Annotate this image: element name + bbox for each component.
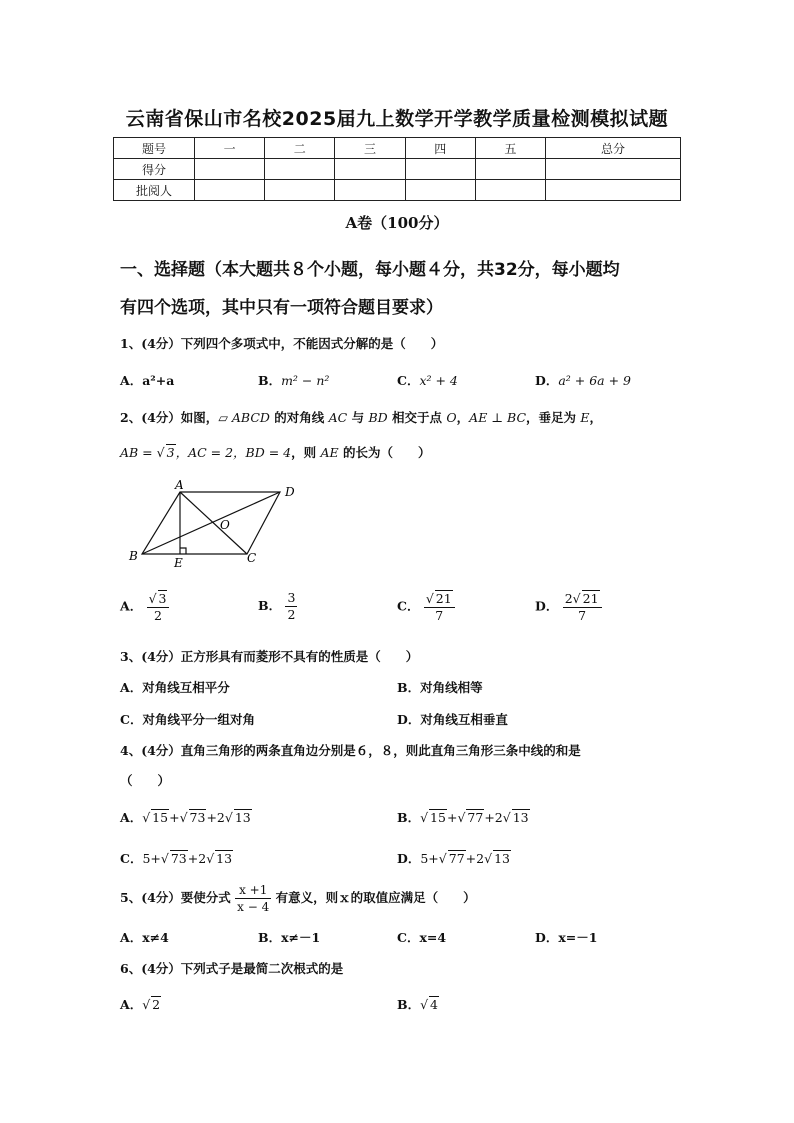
text: 相交于点 [387, 410, 447, 425]
radicand: 3 [166, 445, 175, 460]
table-row [114, 159, 681, 180]
sqrt-sign: √ [425, 591, 434, 606]
fraction [424, 590, 455, 624]
math: AE ⊥ BC [469, 410, 527, 425]
numerator [563, 590, 602, 608]
radicand: 4 [430, 997, 438, 1012]
question-2-stem [120, 408, 602, 426]
table-cell: 一 [195, 138, 265, 159]
q6-option-b[interactable] [397, 995, 439, 1013]
option-label: B． [397, 810, 421, 825]
radicand: 73 [189, 810, 206, 825]
q4-option-b[interactable] [397, 808, 530, 826]
q5-option-d[interactable]: D．x=－1 [535, 930, 598, 945]
radicand: 21 [582, 591, 599, 606]
plus: + [446, 810, 458, 825]
denominator: 2 [154, 608, 162, 623]
q3-option-d[interactable]: D．对角线互相垂直 [397, 712, 508, 727]
numerator [147, 590, 170, 608]
radicand: 73 [170, 851, 187, 866]
option-label: D． [535, 598, 559, 614]
sqrt-sign: √ [484, 851, 493, 866]
q1-option-c[interactable] [397, 371, 458, 389]
q4-option-c[interactable] [120, 849, 233, 867]
coefficient: 2 [476, 851, 485, 866]
question-4-stem: 4、(4分）直角三角形的两条直角边分别是６，８，则此直角三角形三条中线的和是 [120, 743, 581, 758]
math: E [580, 410, 590, 425]
score-cell[interactable] [475, 180, 545, 201]
plus: + [484, 810, 495, 825]
sqrt-sign: √ [148, 591, 157, 606]
fraction [235, 882, 271, 915]
option-label: B． [397, 997, 421, 1012]
table-cell: 总分 [546, 138, 681, 159]
score-cell[interactable] [265, 180, 335, 201]
q5-option-b[interactable]: B．x≠－1 [258, 930, 321, 945]
q4-option-a[interactable] [120, 808, 252, 826]
table-cell: 三 [335, 138, 405, 159]
sqrt-sign: √ [420, 810, 429, 825]
score-table [113, 137, 681, 201]
score-cell[interactable] [475, 159, 545, 180]
coefficient: 2 [198, 851, 207, 866]
option-label: C． [397, 373, 420, 388]
fraction [147, 590, 170, 624]
table-cell: 四 [405, 138, 475, 159]
parallelogram-figure [125, 478, 315, 570]
diagonal-ac [180, 492, 247, 554]
radicand: 13 [494, 851, 510, 866]
fraction [285, 590, 297, 623]
option-math: m² − n² [281, 373, 330, 388]
integer: 5 [142, 851, 151, 866]
math: AC [328, 410, 348, 425]
radicand: 13 [234, 810, 251, 825]
plus: + [169, 810, 180, 825]
radicand: 13 [216, 851, 233, 866]
sqrt-sign: √ [420, 997, 429, 1012]
q6-option-a[interactable] [120, 995, 161, 1013]
coefficient: 2 [564, 591, 573, 606]
score-cell[interactable] [335, 159, 405, 180]
math: AE [320, 445, 339, 460]
table-cell: 得分 [114, 159, 195, 180]
plus: + [187, 851, 199, 866]
sqrt-sign: √ [224, 810, 233, 825]
right-angle-mark [180, 548, 186, 554]
option-label: A． [120, 810, 143, 825]
math: BD [368, 410, 388, 425]
plus: + [465, 851, 477, 866]
text: ， [589, 410, 603, 425]
option-label: D． [397, 851, 421, 866]
question-5-stem [120, 882, 476, 915]
exam-title: 云南省保山市名校2025届九上数学开学教学质量检测模拟试题 [125, 108, 669, 130]
label-d: D [285, 485, 295, 499]
integer: 5 [420, 851, 429, 866]
q3-option-c[interactable]: C．对角线平分一组对角 [120, 712, 255, 727]
score-table-header-row [114, 138, 681, 159]
label-e: E [174, 556, 183, 570]
section-a-heading: A卷（100分） [345, 214, 449, 232]
sqrt-sign: √ [179, 810, 188, 825]
question-3-stem: 3、(4分）正方形具有而菱形不具有的性质是（ ） [120, 649, 419, 664]
score-cell[interactable] [195, 180, 265, 201]
numerator [424, 590, 455, 608]
sqrt-sign: √ [457, 810, 466, 825]
numerator: x +1 [235, 882, 271, 899]
sqrt-sign: √ [142, 997, 151, 1012]
radicand: 15 [152, 810, 169, 825]
numerator: 3 [287, 590, 296, 605]
table-cell: 批阅人 [114, 180, 195, 201]
diagonal-bd [142, 492, 280, 554]
option-label: C． [397, 598, 420, 614]
text: 的长为（ ） [338, 445, 431, 460]
sqrt-sign: √ [206, 851, 215, 866]
radicand: 77 [467, 810, 484, 825]
option-label: A． [120, 997, 143, 1012]
plus: + [150, 851, 161, 866]
option-label: D． [535, 373, 559, 388]
denominator: 7 [578, 608, 587, 623]
score-cell[interactable] [546, 180, 681, 201]
denominator: 7 [435, 608, 444, 623]
q1-option-d[interactable] [535, 371, 631, 389]
table-row [114, 180, 681, 201]
text: 5、(4分）要使分式 [120, 890, 231, 905]
score-cell[interactable] [335, 180, 405, 201]
option-label: A． [120, 598, 143, 614]
fraction [563, 590, 602, 624]
text: 有意义，则ｘ的取值应满足（ ） [275, 890, 476, 905]
math: AB = [120, 445, 157, 460]
score-cell[interactable] [195, 159, 265, 180]
score-cell[interactable] [546, 159, 681, 180]
sqrt-sign: √ [502, 810, 511, 825]
sqrt-sign: √ [160, 851, 169, 866]
table-cell: 题号 [114, 138, 195, 159]
q1-option-b[interactable] [258, 371, 329, 389]
math: ，AC = 2 [175, 445, 234, 460]
q3-option-b[interactable]: B．对角线相等 [397, 680, 483, 695]
radicand: 77 [448, 851, 465, 866]
math: O [446, 410, 457, 425]
sqrt-sign: √ [572, 591, 581, 606]
q4-option-d[interactable] [397, 849, 511, 867]
text: 2、(4分）如图， [120, 410, 219, 425]
q5-option-a[interactable]: A．x≠4 [120, 930, 169, 945]
score-cell[interactable] [405, 159, 475, 180]
option-label: B． [258, 373, 282, 388]
text: 与 [347, 410, 369, 425]
text: ， [456, 410, 470, 425]
part1-heading-line2: 有四个选项，其中只有一项符合题目要求） [120, 298, 443, 318]
option-label: C． [120, 851, 143, 866]
radicand: 2 [152, 997, 161, 1012]
label-c: C [247, 551, 257, 565]
radicand: 21 [435, 591, 452, 606]
sqrt-sign: √ [156, 445, 165, 460]
text: 的对角线 [269, 410, 329, 425]
table-cell: 二 [265, 138, 335, 159]
denominator: x − 4 [237, 900, 270, 914]
coefficient: 2 [494, 810, 503, 825]
table-cell: 五 [475, 138, 545, 159]
math: ▱ ABCD [218, 410, 270, 425]
option-label: B． [258, 598, 282, 613]
question-6-stem: 6、(4分）下列式子是最简二次根式的是 [120, 961, 344, 976]
coefficient: 2 [216, 810, 225, 825]
q2-option-c[interactable] [397, 590, 455, 624]
question-1-stem: 1、(4分）下列四个多项式中，不能因式分解的是（ ） [120, 336, 444, 351]
part1-heading-line1: 一、选择题（本大题共８个小题，每小题４分，共32分，每小题均 [120, 260, 620, 280]
radicand: 15 [430, 810, 446, 825]
label-o: O [220, 518, 230, 532]
radicand: 13 [512, 810, 529, 825]
sqrt-sign: √ [438, 851, 447, 866]
q3-option-a[interactable]: A．对角线互相平分 [120, 680, 230, 695]
score-cell[interactable] [405, 180, 475, 201]
option-math: x² + 4 [419, 373, 458, 388]
score-cell[interactable] [265, 159, 335, 180]
plus: + [206, 810, 217, 825]
label-a: A [175, 478, 184, 492]
math: ，BD = 4 [233, 445, 292, 460]
label-b: B [129, 549, 138, 563]
radicand: 3 [158, 591, 167, 606]
q2-option-d[interactable] [535, 590, 602, 624]
text: ，垂足为 [526, 410, 581, 425]
text: ，则 [291, 445, 321, 460]
plus: + [428, 851, 439, 866]
q2-option-a[interactable] [120, 590, 169, 624]
sqrt-sign: √ [142, 810, 151, 825]
denominator: 2 [287, 607, 296, 622]
option-math: a² + 6a + 9 [558, 373, 632, 388]
question-2-stem-line2 [120, 443, 431, 461]
q1-option-a[interactable]: A．a²+a [120, 373, 175, 388]
q5-option-c[interactable]: C．x=4 [397, 930, 447, 945]
q2-option-b[interactable] [258, 590, 297, 623]
question-4-stem-line2: （ ） [120, 773, 171, 788]
